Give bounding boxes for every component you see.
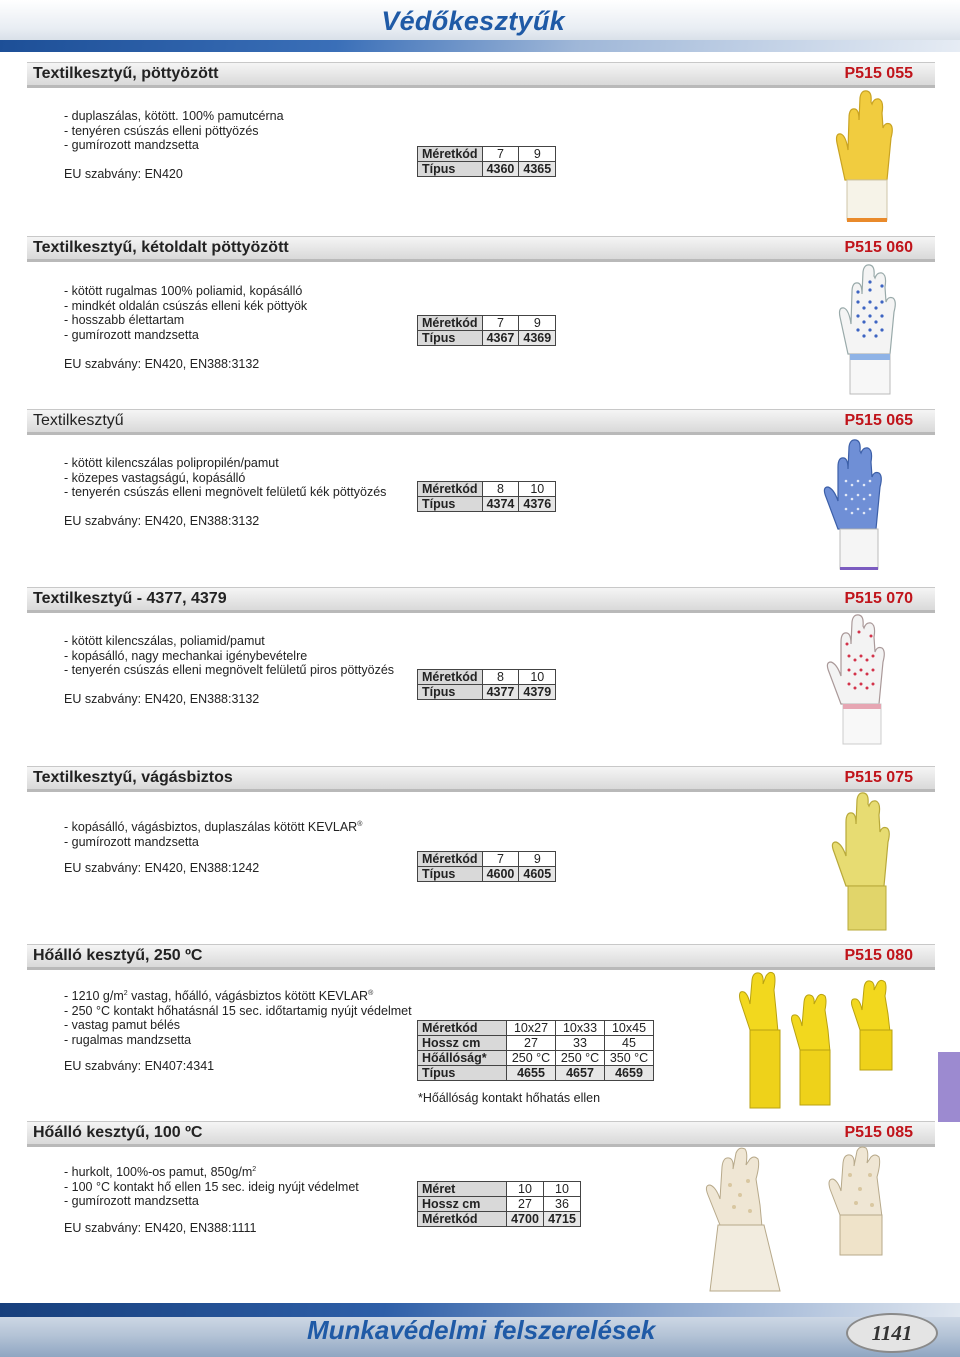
row-label: Méretkód bbox=[418, 852, 483, 867]
row-label: Hőállóság* bbox=[418, 1051, 507, 1066]
row-label: Hossz cm bbox=[418, 1197, 507, 1212]
standard-label: EU szabvány: EN420, EN388:3132 bbox=[64, 514, 260, 528]
product-name: Textilkesztyű, kétoldalt pöttyözött bbox=[33, 239, 289, 256]
heat-cell: 250 °C bbox=[507, 1051, 556, 1066]
row-label: Méretkód bbox=[418, 482, 483, 497]
size-cell: 7 bbox=[482, 316, 519, 331]
type-cell: 4365 bbox=[519, 162, 556, 177]
spec-table bbox=[417, 146, 556, 177]
desc-line: - kopásálló, vágásbiztos, duplaszálas kötött KEVLAR bbox=[64, 820, 358, 835]
desc-line-rest: vastag, hőálló, vágásbiztos kötött KEVLAR bbox=[127, 989, 369, 1004]
type-cell: 4377 bbox=[482, 685, 519, 700]
row-label: Típus bbox=[418, 685, 483, 700]
length-cell: 36 bbox=[544, 1197, 581, 1212]
type-cell: 4367 bbox=[482, 331, 519, 346]
size-cell: 9 bbox=[519, 147, 556, 162]
product-name: Hőálló kesztyű, 100 ºC bbox=[33, 1124, 203, 1141]
row-label: Típus bbox=[418, 497, 483, 512]
glove-image-red-dots bbox=[815, 612, 905, 752]
product-name: Hőálló kesztyű, 250 ºC bbox=[33, 947, 203, 964]
size-cell: 10x27 bbox=[507, 1021, 556, 1036]
product-code: P515 075 bbox=[844, 769, 913, 786]
type-cell: 4715 bbox=[544, 1212, 581, 1227]
spec-table bbox=[417, 315, 556, 346]
standard-label: EU szabvány: EN420, EN388:3132 bbox=[64, 692, 260, 706]
size-cell: 9 bbox=[519, 852, 556, 867]
size-cell: 8 bbox=[482, 670, 519, 685]
desc-line: - kopásálló, nagy mechankai igénybevételre bbox=[64, 648, 308, 663]
spec-table-heat bbox=[417, 1020, 654, 1081]
product-bar bbox=[27, 236, 935, 259]
length-cell: 27 bbox=[507, 1036, 556, 1051]
product-name: Textilkesztyű, vágásbiztos bbox=[33, 769, 233, 786]
desc-line: - 250 °C kontakt hőhatásnál 15 sec. időtartamig nyújt védelmet bbox=[64, 1003, 412, 1018]
type-cell: 4659 bbox=[605, 1066, 654, 1081]
desc-line: - 1210 g/m bbox=[64, 989, 124, 1004]
size-cell: 7 bbox=[482, 852, 519, 867]
spec-table bbox=[417, 669, 556, 700]
product-bar bbox=[27, 62, 935, 85]
desc-line: - tenyéren csúszás elleni pöttyözés bbox=[64, 123, 259, 138]
type-cell: 4374 bbox=[482, 497, 519, 512]
row-label: Méretkód bbox=[418, 147, 483, 162]
spec-table bbox=[417, 851, 556, 882]
spec-table bbox=[417, 481, 556, 512]
type-cell: 4369 bbox=[519, 331, 556, 346]
desc-line: - mindkét oldalán csúszás elleni kék pöttyök bbox=[64, 298, 308, 313]
desc-line: - gumírozott mandzsetta bbox=[64, 1194, 199, 1209]
glove-image-heat-100 bbox=[690, 1145, 935, 1295]
row-label: Típus bbox=[418, 162, 483, 177]
product-description bbox=[64, 284, 307, 342]
size-cell: 10x33 bbox=[556, 1021, 605, 1036]
product-description bbox=[64, 987, 412, 1047]
desc-line: - tenyerén csúszás elleni megnövelt felületű kék pöttyözés bbox=[64, 485, 387, 499]
desc-line: - hurkolt, 100%-os pamut, 850g/m bbox=[64, 1165, 253, 1180]
standard-label: EU szabvány: EN420, EN388:1242 bbox=[64, 861, 260, 875]
page-title: Védőkesztyűk bbox=[381, 6, 565, 36]
type-cell: 4360 bbox=[482, 162, 519, 177]
standard-label: EU szabvány: EN420, EN388:1111 bbox=[64, 1221, 257, 1235]
desc-line: - hosszabb élettartam bbox=[64, 313, 185, 327]
product-code: P515 055 bbox=[844, 65, 913, 82]
desc-line: - rugalmas mandzsetta bbox=[64, 1032, 192, 1047]
desc-line: - gumírozott mandzsetta bbox=[64, 327, 199, 342]
desc-line: - vastag pamut bélés bbox=[64, 1018, 181, 1033]
length-cell: 33 bbox=[556, 1036, 605, 1051]
type-cell: 4700 bbox=[507, 1212, 544, 1227]
desc-line: - 100 °C kontakt hő ellen 15 sec. ideig nyújt védelmet bbox=[64, 1179, 359, 1194]
desc-line: - kötött kilencszálas, poliamid/pamut bbox=[64, 634, 265, 648]
glove-image-yellow bbox=[825, 88, 905, 228]
header-stripe bbox=[0, 40, 960, 52]
length-cell: 27 bbox=[507, 1197, 544, 1212]
desc-line: - gumírozott mandzsetta bbox=[64, 138, 199, 152]
product-description bbox=[64, 634, 394, 678]
product-code: P515 060 bbox=[844, 239, 913, 256]
heat-cell: 350 °C bbox=[605, 1051, 654, 1066]
size-cell: 10 bbox=[519, 482, 556, 497]
product-code: P515 080 bbox=[844, 947, 913, 964]
product-description bbox=[64, 818, 362, 849]
product-description bbox=[64, 456, 386, 500]
heat-cell: 250 °C bbox=[556, 1051, 605, 1066]
product-code: P515 085 bbox=[844, 1124, 913, 1141]
product-bar bbox=[27, 587, 935, 610]
product-bar bbox=[27, 944, 935, 967]
registered-mark: ® bbox=[357, 821, 363, 828]
standard-label: EU szabvány: EN420, EN388:3132 bbox=[64, 357, 260, 371]
product-bar bbox=[27, 409, 935, 432]
spec-table-heat-100 bbox=[417, 1181, 581, 1227]
registered-mark: ® bbox=[368, 990, 374, 997]
type-cell: 4379 bbox=[519, 685, 556, 700]
product-description bbox=[64, 109, 284, 153]
type-cell: 4376 bbox=[519, 497, 556, 512]
glove-image-blue-palm bbox=[812, 437, 902, 577]
size-cell: 8 bbox=[482, 482, 519, 497]
size-cell: 9 bbox=[519, 316, 556, 331]
product-description bbox=[64, 1163, 359, 1209]
size-cell: 10 bbox=[544, 1182, 581, 1197]
size-cell: 7 bbox=[482, 147, 519, 162]
product-code: P515 065 bbox=[844, 412, 913, 429]
standard-label: EU szabvány: EN420 bbox=[64, 167, 183, 181]
row-label: Típus bbox=[418, 331, 483, 346]
row-label: Méretkód bbox=[418, 1212, 507, 1227]
size-cell: 10x45 bbox=[605, 1021, 654, 1036]
size-cell: 10 bbox=[519, 670, 556, 685]
desc-line: - duplaszálas, kötött. 100% pamutcérna bbox=[64, 109, 284, 123]
desc-line: - tenyerén csúszás elleni megnövelt felületű piros pöttyözés bbox=[64, 663, 395, 677]
section-side-tab bbox=[938, 1052, 960, 1122]
footer-title: Munkavédelmi felszerelések bbox=[307, 1315, 656, 1345]
row-label: Méretkód bbox=[418, 316, 483, 331]
desc-line: - gumírozott mandzsetta bbox=[64, 834, 199, 849]
superscript: 2 bbox=[252, 1166, 257, 1173]
glove-image-heat-250 bbox=[730, 970, 935, 1115]
page-number: 1141 bbox=[846, 1313, 938, 1353]
footnote: *Hőállóság kontakt hőhatás ellen bbox=[418, 1091, 601, 1105]
row-label: Típus bbox=[418, 1066, 507, 1081]
length-cell: 45 bbox=[605, 1036, 654, 1051]
glove-image-kevlar bbox=[818, 790, 913, 935]
row-label: Típus bbox=[418, 867, 483, 882]
page-footer bbox=[0, 1303, 960, 1357]
superscript: 2 bbox=[123, 990, 128, 997]
standard-label: EU szabvány: EN407:4341 bbox=[64, 1059, 215, 1073]
type-cell: 4605 bbox=[519, 867, 556, 882]
product-name: Textilkesztyű, pöttyözött bbox=[33, 65, 219, 82]
row-label: Méretkód bbox=[418, 1021, 507, 1036]
product-bar bbox=[27, 766, 935, 789]
product-name: Textilkesztyű bbox=[33, 412, 124, 429]
product-bar bbox=[27, 1121, 935, 1144]
type-cell: 4655 bbox=[507, 1066, 556, 1081]
product-name: Textilkesztyű - 4377, 4379 bbox=[33, 590, 227, 607]
desc-line: - kötött kilencszálas polipropilén/pamut bbox=[64, 456, 279, 470]
product-code: P515 070 bbox=[844, 590, 913, 607]
row-label: Hossz cm bbox=[418, 1036, 507, 1051]
row-label: Méretkód bbox=[418, 670, 483, 685]
type-cell: 4600 bbox=[482, 867, 519, 882]
desc-line: - közepes vastagságú, kopásálló bbox=[64, 470, 246, 485]
glove-image-blue-dots bbox=[828, 262, 908, 402]
row-label: Méret bbox=[418, 1182, 507, 1197]
desc-line: - kötött rugalmas 100% poliamid, kopásálló bbox=[64, 284, 303, 298]
page-header bbox=[0, 0, 960, 52]
size-cell: 10 bbox=[507, 1182, 544, 1197]
type-cell: 4657 bbox=[556, 1066, 605, 1081]
